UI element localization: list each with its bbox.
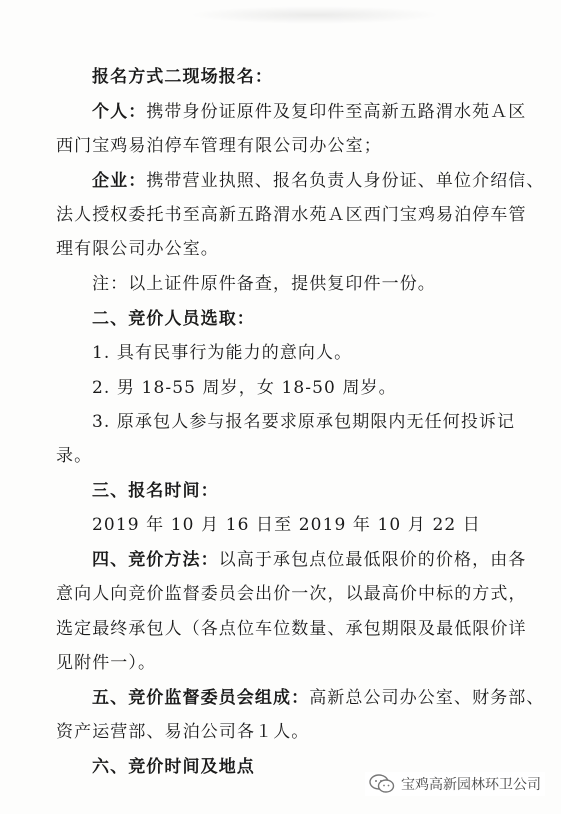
doc-line-rest: 携带营业执照、报名负责人身份证、单位介绍信、 — [146, 171, 545, 191]
section-heading: 六、竞价时间及地点 — [92, 757, 255, 777]
doc-line: 录。 — [56, 446, 93, 466]
doc-line — [92, 101, 526, 123]
doc-line: 1. 具有民事行为能力的意向人。 — [92, 343, 353, 363]
doc-line: 意向人向竞价监督委员会出价一次，以最高价中标的方式， — [56, 584, 527, 604]
source-name: 宝鸡高新园林环卫公司 — [401, 777, 541, 793]
doc-line — [92, 549, 526, 571]
doc-line-rest: 高新总公司办公室、财务部、 — [309, 688, 545, 708]
doc-line: 西门宝鸡易泊停车管理有限公司办公室； — [56, 136, 382, 156]
doc-line: 3. 原承包人参与报名要求原承包期限内无任何投诉记 — [92, 412, 516, 432]
doc-line: 2019 年 10 月 16 日至 2019 年 10 月 22 日 — [92, 515, 481, 535]
section-heading: 三、报名时间： — [92, 481, 219, 501]
wechat-icon — [369, 774, 395, 794]
doc-line-rest: 携带身份证原件及复印件至高新五路渭水苑Ａ区 — [146, 102, 527, 122]
section-heading: 四、竞价方法： — [92, 550, 219, 570]
section-heading: 二、竞价人员选取： — [92, 309, 255, 329]
doc-line: 法人授权委托书至高新五路渭水苑Ａ区西门宝鸡易泊停车管 — [56, 205, 527, 225]
doc-line — [92, 687, 545, 709]
doc-line-rest: 以高于承包点位最低限价的价格，由各 — [218, 550, 527, 570]
doc-line-lead: 个人： — [92, 102, 147, 122]
doc-line: 2. 男 18-55 周岁，女 18-50 周岁。 — [92, 378, 397, 398]
doc-line — [92, 170, 545, 192]
doc-line-lead: 企业： — [92, 171, 147, 191]
doc-line: 注：以上证件原件备查，提供复印件一份。 — [92, 274, 436, 294]
doc-line: 理有限公司办公室。 — [56, 239, 219, 259]
doc-line: 见附件一）。 — [56, 653, 157, 673]
doc-line: 资产运营部、易泊公司各１人。 — [56, 722, 310, 742]
scan-smudge — [190, 6, 440, 24]
doc-line: 报名方式二现场报名： — [92, 67, 273, 87]
watermark-source — [365, 772, 545, 796]
doc-line: 选定最终承包人（各点位车位数量、承包期限及最低限价详 — [56, 619, 527, 639]
section-heading: 五、竞价监督委员会组成： — [92, 688, 310, 708]
